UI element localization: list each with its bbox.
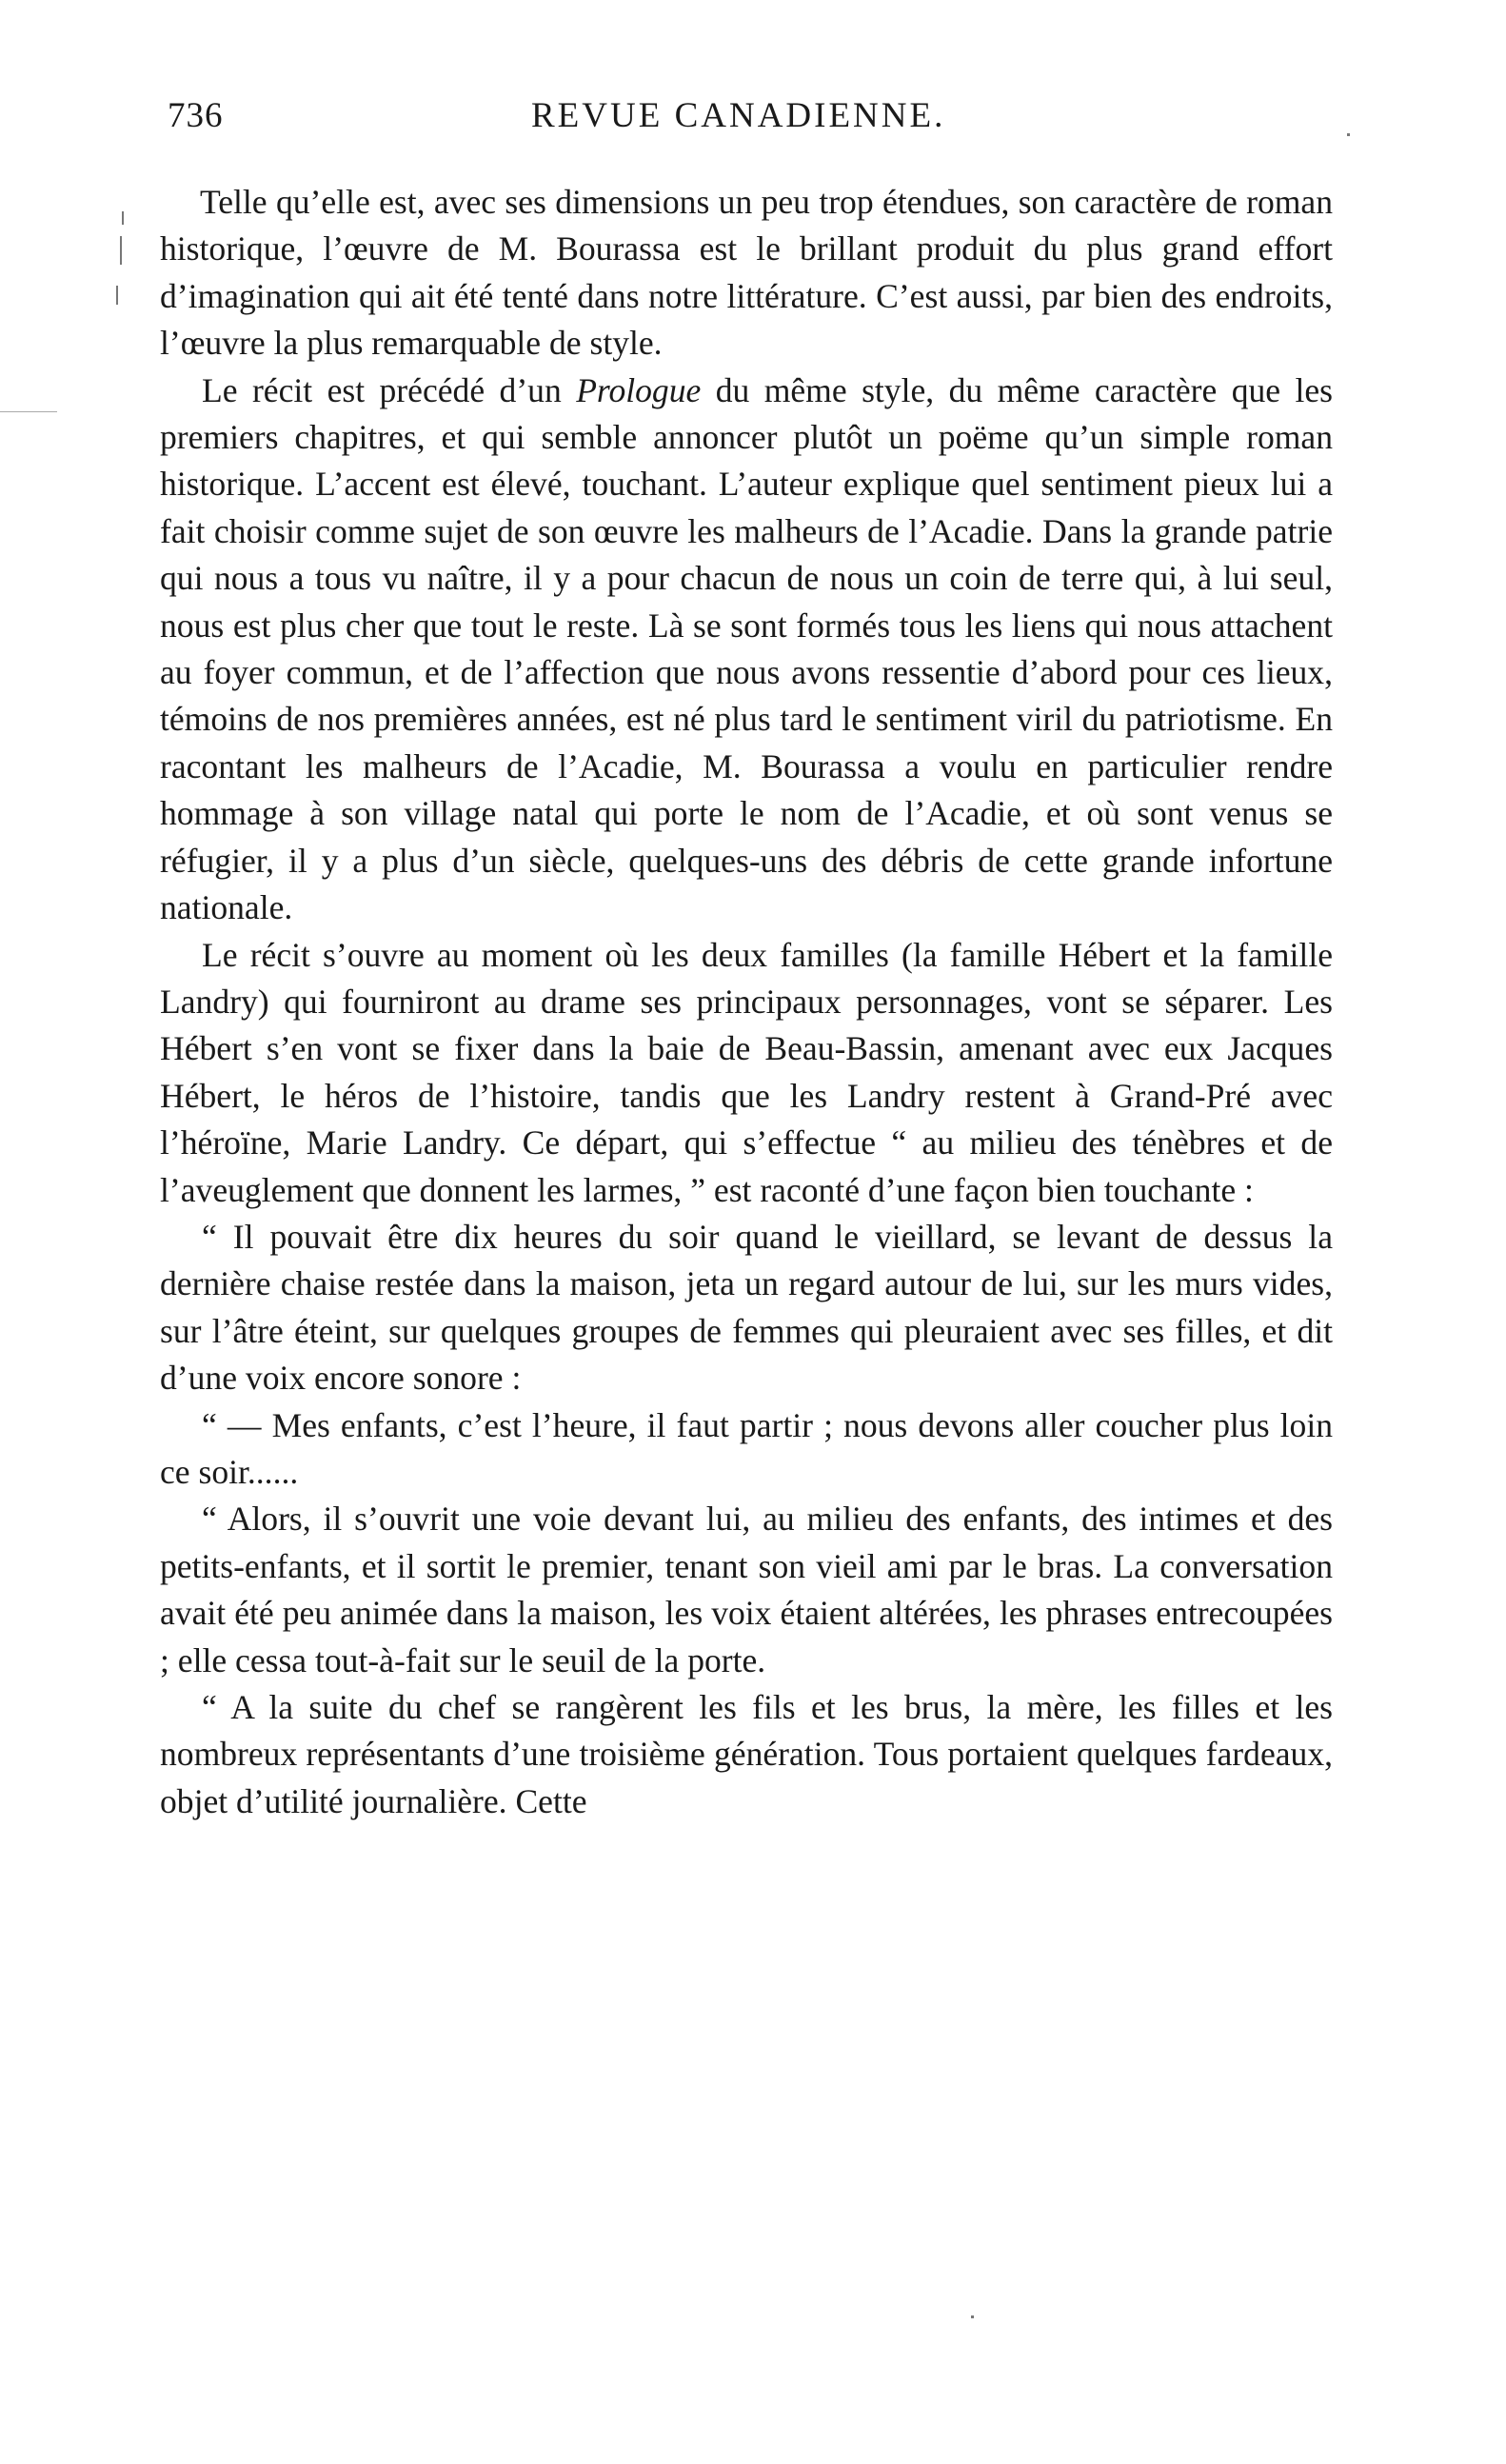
italic-title: Prologue: [576, 370, 702, 409]
margin-mark: [1347, 133, 1350, 136]
paragraph-text: Le récit est précédé d’un: [202, 370, 577, 409]
running-head: REVUE CANADIENNE.: [531, 96, 946, 135]
paragraph: Le récit s’ouvre au moment où les deux familles (la famille Hébert et la famille Landry) qui fourniront au drame ses principaux personnages, vont se séparer. Les Hébert s’en vont se fixer dans la baie de Beau-Bassin, amenant avec eux Jacques Hébert, le héros de l’histoire, tandis que les Landry restent à Grand-Pré avec l’héroïne, Marie Landry. Ce départ, qui s’effectue “ au milieu des ténèbres et de l’aveuglement que donnent les larmes, ” est raconté d’une façon bien touchante :: [160, 935, 1333, 1209]
page-number: 736: [168, 96, 224, 135]
margin-mark: [0, 411, 57, 412]
quote-paragraph: “ A la suite du chef se rangèrent les fils et les brus, la mère, les filles et les nombreux représentants d’une troisième génération. Tous portaient quelques fardeaux, objet d’utilité journalière. Cette: [160, 1688, 1333, 1820]
paragraph: Telle qu’elle est, avec ses dimensions un peu trop étendues, son caractère de roman historique, l’œuvre de M. Bourassa est le brillant produit du plus grand effort d’imagination qui ait été tenté dans notre littérature. C’est aussi, par bien des endroits, l’œuvre la plus remarquable de style.: [160, 183, 1333, 363]
quote-paragraph: “ Alors, il s’ouvrit une voie devant lui, au milieu des enfants, des intimes et des petits-enfants, et il sortit le premier, tenant son vieil ami par le bras. La conversation avait été peu animée dans la maison, les voix étaient altérées, les phrases entrecoupées ; elle cessa tout-à-fait sur le seuil de la porte.: [160, 1500, 1333, 1679]
quote-paragraph: “ Il pouvait être dix heures du soir quand le vieillard, se levant de dessus la dernière chaise restée dans la maison, jeta un regard autour de lui, sur les murs vides, sur l’âtre éteint, sur quelques groupes de femmes qui pleuraient avec ses filles, et dit d’une voix encore sonore :: [160, 1217, 1333, 1398]
paragraph: [160, 368, 1333, 932]
margin-mark: [120, 236, 122, 265]
margin-mark: [971, 2315, 974, 2318]
body-text: [160, 179, 1333, 1825]
quote-paragraph: “ — Mes enfants, c’est l’heure, il faut partir ; nous devons aller coucher plus loin ce soir......: [160, 1405, 1333, 1491]
margin-mark: [116, 286, 118, 305]
paragraph-text: du même style, du même caractère que les premiers chapitres, et qui semble annoncer plutôt un poëme qu’un simple roman historique. L’accent est élevé, touchant. L’auteur explique quel sentiment pieux lui a fait choisir comme sujet de son œuvre les malheurs de l’Acadie. Dans la grande patrie qui nous a tous vu naître, il y a pour chacun de nous un coin de terre qui, à lui seul, nous est plus cher que tout le reste. Là se sont formés tous les liens qui nous attachent au foyer commun, et de l’affection que nous avons ressentie d’abord pour ces lieux, témoins de nos premières années, est né plus tard le sentiment viril du patriotisme. En racontant les malheurs de l’Acadie, M. Bourassa a voulu en particulier rendre hommage à son village natal qui porte le nom de l’Acadie, et où sont venus se réfugier, il y a plus d’un siècle, quelques-uns des débris de cette grande infortune nationale.: [160, 370, 1334, 927]
page-header: [160, 95, 1340, 152]
margin-mark: [122, 211, 124, 225]
